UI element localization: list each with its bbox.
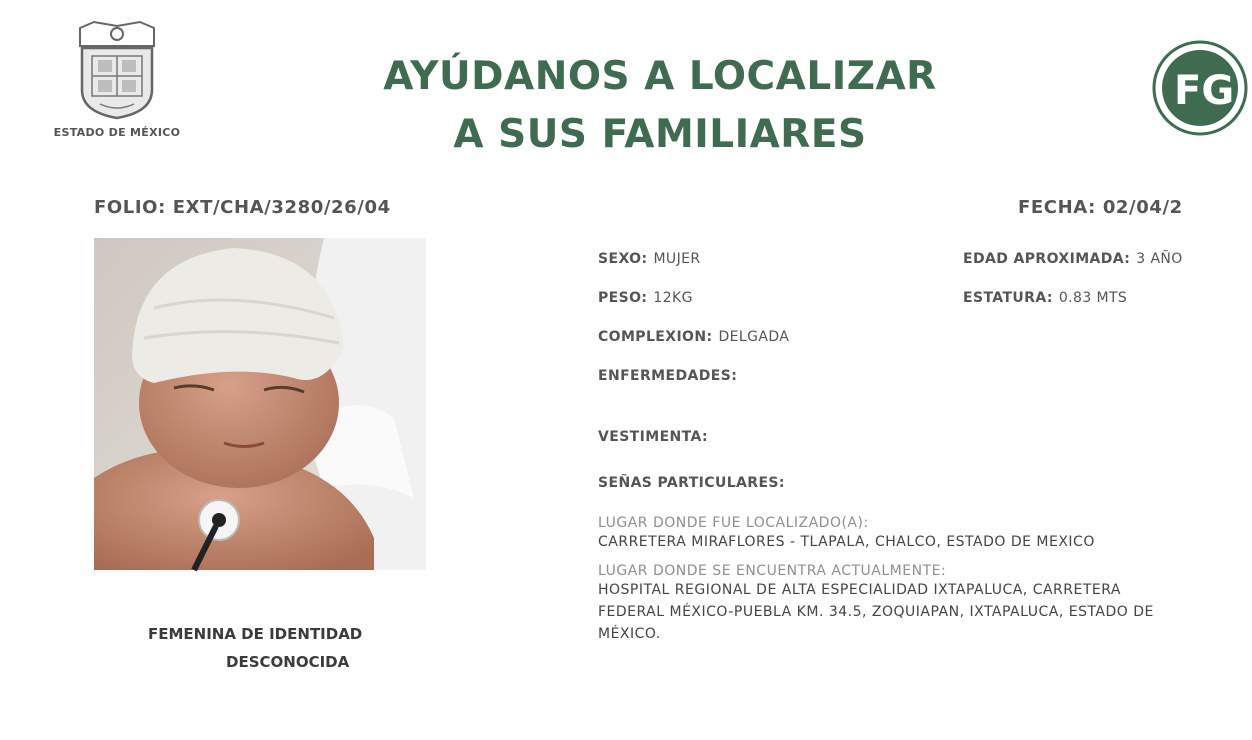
folio <box>94 197 391 218</box>
found-location-label: LUGAR DONDE FUE LOCALIZADO(A): <box>598 515 869 531</box>
fecha-label: FECHA: <box>1018 197 1096 218</box>
caption-line-2: DESCONOCIDA <box>226 653 350 671</box>
vestimenta-label: VESTIMENTA: <box>598 429 709 445</box>
title-line-2: A SUS FAMILIARES <box>453 112 867 157</box>
person-photo <box>94 238 426 570</box>
current-location-label: LUGAR DONDE SE ENCUENTRA ACTUALMENTE: <box>598 563 947 579</box>
field-complexion <box>598 329 789 345</box>
sexo-label: SEXO: <box>598 251 648 267</box>
current-location-line-3: MÉXICO. <box>598 626 661 642</box>
complexion-label: COMPLEXION: <box>598 329 713 345</box>
sexo-value: MUJER <box>653 251 701 267</box>
current-location-line-2: FEDERAL MÉXICO-PUEBLA KM. 34.5, ZOQUIAPAN, IXTAPALUCA, ESTADO DE <box>598 604 1154 620</box>
current-location-value <box>598 579 1200 645</box>
field-vestimenta <box>598 429 714 445</box>
senas-label: SEÑAS PARTICULARES: <box>598 475 785 491</box>
field-peso <box>598 290 693 306</box>
edad-label: EDAD APROXIMADA: <box>963 251 1131 267</box>
current-location-line-1: HOSPITAL REGIONAL DE ALTA ESPECIALIDAD IXTAPALUCA, CARRETERA <box>598 582 1121 598</box>
estatura-label: ESTATURA: <box>963 290 1053 306</box>
state-coat-of-arms-icon <box>74 20 160 120</box>
field-edad <box>963 251 1183 267</box>
peso-label: PESO: <box>598 290 648 306</box>
title-line-1: AYÚDANOS A LOCALIZAR <box>383 54 937 99</box>
estatura-value: 0.83 MTS <box>1058 290 1128 306</box>
edad-value: 3 AÑO <box>1136 251 1183 267</box>
folio-value: EXT/CHA/3280/26/04 <box>172 197 391 218</box>
page-title <box>300 48 1020 164</box>
fiscalia-seal-icon <box>1152 30 1252 150</box>
field-sexo <box>598 251 700 267</box>
field-estatura <box>963 290 1127 306</box>
field-senas <box>598 475 791 491</box>
complexion-value: DELGADA <box>718 329 790 345</box>
fecha-value: 02/04/2 <box>1102 197 1183 218</box>
seal-text: FG <box>1174 68 1235 114</box>
found-location-value: CARRETERA MIRAFLORES - TLAPALA, CHALCO, ESTADO DE MEXICO <box>598 534 1095 550</box>
state-name: ESTADO DE MÉXICO <box>53 126 181 139</box>
fecha <box>1018 197 1183 218</box>
enfermedades-label: ENFERMEDADES: <box>598 368 738 384</box>
folio-label: FOLIO: <box>94 197 166 218</box>
field-enfermedades <box>598 368 743 384</box>
caption-line-1: FEMENINA DE IDENTIDAD <box>148 625 363 643</box>
person-caption <box>148 620 408 676</box>
peso-value: 12KG <box>653 290 693 306</box>
